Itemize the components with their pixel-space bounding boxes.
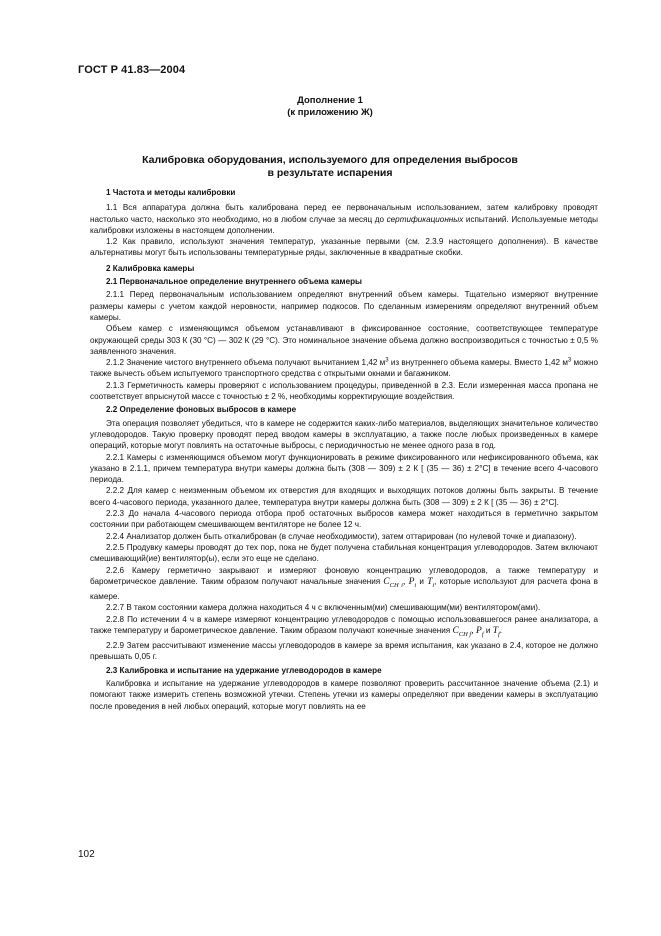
paragraph-1-1-text-b: испытаний. Используемые методы калибровки изложены в настоящем дополнении. [90, 214, 599, 235]
section-heading-2-2: 2.2 Определение фоновых выбросов в камере [106, 405, 297, 415]
annex-heading [70, 95, 590, 119]
cube-superscript: 3 [385, 357, 389, 364]
standard-code-header: ГОСТ Р 41.83—2004 [78, 64, 186, 76]
paragraph-2-1-2-text-a: 2.1.2 Значение чистого внутреннего объема получают вычитанием 1,42 м [106, 358, 386, 368]
document-title-line-2: в результате испарения [267, 167, 393, 179]
formula-final-values: $C_{CH f}$, $P_f$ [452, 625, 484, 638]
paragraph-2-2-1: 2.2.1 Камеры с изменяющимся объемом могут функционировать в режиме фиксированного или нефиксированного объема, как указано в 2.1.1, причем температура внутри камеры должна быть (308 — 309) ± 2 К [ (35 — 36) ± 2°С] в течение всего 4-часового периода. [90, 452, 598, 485]
paragraph-2-2-6-text-a: 2.2.6 Камеру герметично закрывают и измеряют фоновую концентрацию углеводородов, а также температуру и барометрическое давление. Таким образом получают начальные значения [90, 565, 598, 586]
paragraph-2-2-5: 2.2.5 Продувку камеры проводят до тех пор, пока не будет получена стабильная концентрация углеводородов. Затем включают смешивающий(ие) вентилятор(ы), если это еще не сделано. [90, 542, 598, 564]
paragraph-2-2-8-text-a: 2.2.8 По истечении 4 ч в камере измеряют концентрацию углеводородов с помощью использовавшегося ранее анализатора, а также температуру и барометрическое давление. Таким образом получают конечные значения [90, 614, 598, 635]
annex-reference: (к приложению Ж) [287, 107, 373, 118]
document-body [90, 187, 598, 712]
paragraph-2-2-9: 2.2.9 Затем рассчитывают изменение массы углеводородов в камере за время испытания, как указано в 2.4, которое не должно превышать 0,05 г. [90, 641, 598, 662]
paragraph-1-1-text-a: 1.1 Вся аппаратура должна быть калибрована перед ее первоначальным использованием, затем калибровку проводят настолько часто, насколько это необходимо, но в любом случае за месяц до [90, 203, 598, 224]
formula-initial-values: $C_{CH i}$, $P_i$ [383, 576, 417, 589]
paragraph-2-2-3: 2.2.3 До начала 4-часового периода отбора проб остаточных выбросов камера может находиться в герметично закрытом состоянии при работающем смешивающем вентиляторе не более 12 ч. [90, 509, 598, 530]
paragraph-2-3-intro: Калибровка и испытание на удержание углеводородов в камере позволяют проверить рассчитанное значение объема (2.1) и помогают также измерить степень возможной утечки. Степень утечки из камеры определяют при введении камеры в эксплуатацию после проведения в ней любых операций, которые могут повлиять на ее [90, 678, 598, 711]
paragraph-2-2-intro: Эта операция позволяет убедиться, что в камере не содержится каких-либо материалов, выделяющих значительное количество углеводородов. Такую проверку проводят перед вводом камеры в эксплуатацию, а также после любых произведенных в камере операций, которые могут повлиять на остаточные выбросы, с периодичностью не менее одного раза в год. [90, 418, 598, 451]
formula-initial-temperature: $T_i$ [427, 576, 435, 589]
paragraph-2-2-6-and: и [416, 576, 428, 586]
paragraph-2-2-6-text-b: , которые используют для расчета фона в камере. [90, 576, 598, 601]
document-title [70, 154, 590, 180]
paragraph-2-1-1-b: Объем камер с изменяющимся объемом устанавливают в фиксированное состояние, соответствующее температуре окружающей среды 303 К (30 °С) — 302 К (29 °С). Это номинальное значение объема должно воспроизводиться с точностью ± 0,5 % заявленного значения. [90, 324, 598, 356]
paragraph-2-2-7: 2.2.7 В таком состоянии камера должна находиться 4 ч с включенным(ми) смешивающим(ми) вентилятором(ами). [106, 603, 541, 613]
paragraph-1-2: 1.2 Как правило, используют значения температур, указанные первыми (см. 2.3.9 настоящего дополнения). В качестве альтернативы могут быть использованы температурные ряды, заключенные в квадратные скобки. [90, 237, 598, 258]
section-heading-2-3: 2.3 Калибровка и испытание на удержание углеводородов в камере [106, 665, 382, 675]
paragraph-2-1-2 [90, 357, 598, 380]
formula-final-temperature: $T_f$ [492, 625, 500, 638]
paragraph-2-2-8-end: . [499, 625, 503, 635]
document-title-line-1: Калибровка оборудования, используемого для определения выбросов [142, 154, 518, 166]
paragraph-2-2-6 [90, 565, 598, 603]
paragraph-2-2-2: 2.2.2 Для камер с неизменным объемом их отверстия для входящих и выходящих потоков должны быть закрыты. В течение всего 4-часового периода, указанного далее, температура внутри камеры должна быть (308 — 309) ± 2 К [ (35 — 36) ± 2°С]. [90, 486, 598, 507]
paragraph-2-1-1: 2.1.1 Перед первоначальным использованием определяют внутренний объем камеры. Тщательно измеряют внутренние размеры камеры с учетом каждой неровности, например подкосов. По сделанным измерениям определяют внутренний объем камеры. [90, 290, 598, 322]
paragraph-2-1-3: 2.1.3 Герметичность камеры проверяют с использованием процедуры, приведенной в 2.3. Если измеренная масса пропана не соответствует впрыснутой массе с точностью ± 2 %, необходимы корректирующие воздействия. [90, 380, 598, 402]
paragraph-2-2-8-and: и [483, 625, 493, 635]
annex-title: Дополнение 1 [297, 95, 363, 106]
section-heading-2: 2 Калибровка камеры [106, 263, 195, 273]
cube-superscript: 3 [567, 357, 572, 364]
section-heading-1: 1 Частота и методы калибровки [106, 188, 236, 197]
page-number: 102 [78, 849, 95, 860]
paragraph-2-2-4: 2.2.4 Анализатор должен быть откалиброван (в случае необходимости), затем оттарирован (по нулевой точке и диапазону). [106, 531, 577, 541]
paragraph-2-2-8 [90, 614, 598, 640]
section-heading-2-1: 2.1 Первоначальное определение внутреннего объема камеры [106, 277, 362, 287]
paragraph-2-1-2-text-b: из внутреннего объема камеры. Вместо 1,42 м [388, 358, 568, 368]
paragraph-1-1-italic: сертификационных [386, 214, 464, 224]
paragraph-1-1 [90, 202, 598, 236]
paragraph-2-1-2-text-c: можно также вычесть объем испытуемого транспортного средства с открытыми окнами и багажником. [90, 358, 598, 379]
